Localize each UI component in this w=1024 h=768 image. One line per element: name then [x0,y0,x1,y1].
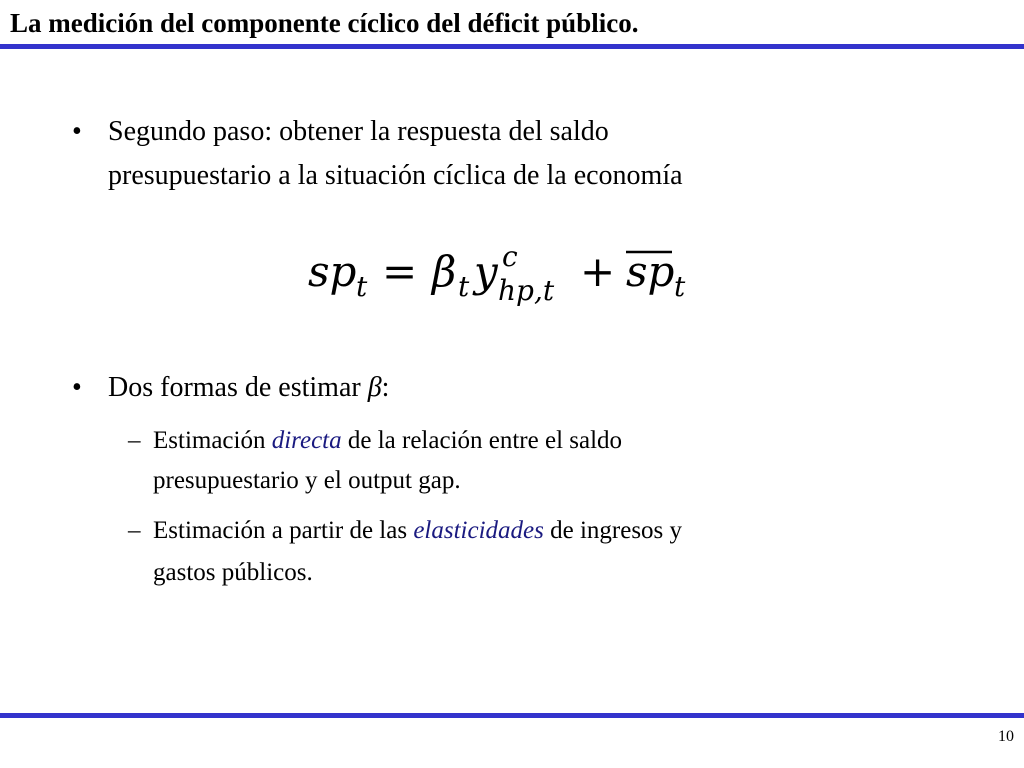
formula [300,236,720,316]
sub-bullet-2-emphasis: elasticidades [413,517,544,544]
formula-plus: + [580,247,616,296]
formula-y-superscript: c [502,240,518,273]
formula-y-subscript: hp,t [498,274,555,307]
sub-bullet-1-marker: – [128,427,141,454]
formula-beta: β [432,247,457,296]
sub-bullet-1-line-1 [153,421,622,460]
bullet-2-marker: • [72,372,82,403]
sub-bullet-1-after: de la relación entre el saldo [341,427,623,454]
title-underline-rule [0,44,1024,49]
sub-bullet-1-line-2: presupuestario y el output gap. [153,467,461,494]
beta-symbol: β [367,372,382,403]
formula-bar-subscript: t [674,270,686,303]
bullet-1-line-2: presupuestario a la situación cíclica de la economía [108,160,683,191]
formula-equals: = [382,247,418,296]
bullet-2-prefix: Dos formas de estimar [108,372,368,403]
slide-title: La medición del componente cíclico del déficit público. [10,8,639,38]
formula-bar-term: sp [626,247,675,296]
sub-bullet-2-before: Estimación a partir de las [153,517,414,544]
formula-lhs-subscript: t [356,270,368,303]
sub-bullet-1-emphasis: directa [271,427,342,454]
formula-beta-subscript: t [458,270,470,303]
sub-bullet-2-after: de ingresos y [543,517,683,544]
bullet-1-line-1: Segundo paso: obtener la respuesta del saldo [108,116,609,147]
footer-rule [0,713,1024,718]
sub-bullet-2-marker: – [128,517,141,544]
bullet-2-suffix: : [381,372,390,403]
page-number: 10 [998,728,1014,745]
sub-bullet-2-line-2: gastos públicos. [153,559,313,586]
formula-y: y [474,247,498,296]
bullet-2 [108,366,389,410]
sub-bullet-2-line-1 [153,511,682,550]
sub-bullet-1-before: Estimación [153,427,272,454]
formula-lhs: sp [308,247,357,296]
bullet-marker: • [72,116,82,147]
